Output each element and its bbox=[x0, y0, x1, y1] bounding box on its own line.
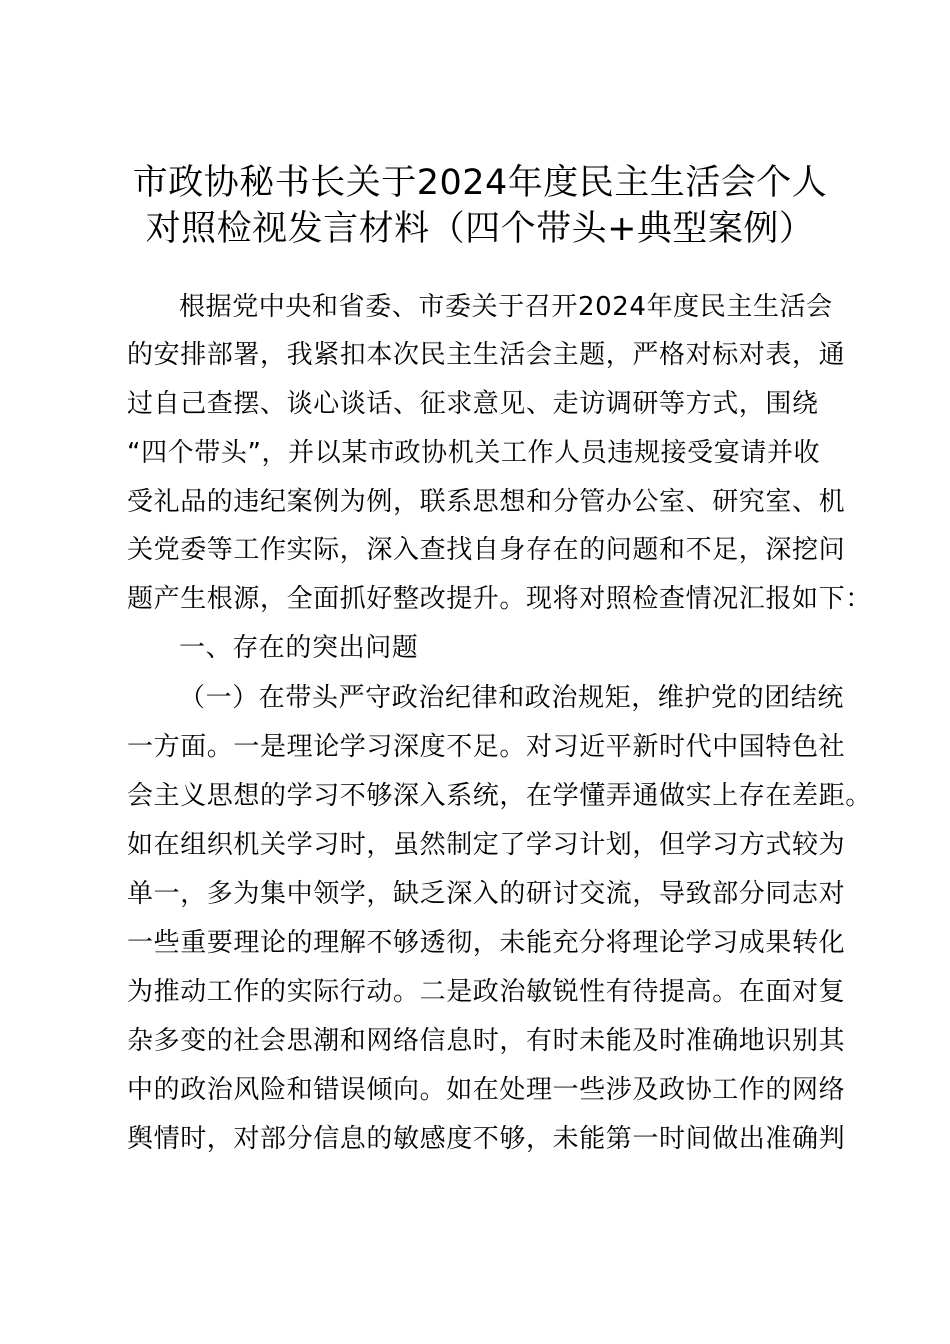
intro-line-3: 过自己查摆、谈心谈话、征求意见、走访调研等方式，围绕 bbox=[127, 389, 819, 419]
section-line-4: 如在组织机关学习时，虽然制定了学习计划，但学习方式较为 bbox=[127, 830, 846, 860]
section-line-8: 杂多变的社会思潮和网络信息时，有时未能及时准确地识别其 bbox=[127, 1026, 846, 1056]
intro-line-1: 根据党中央和省委、市委关于召开2024年度民主生活会 bbox=[179, 292, 833, 322]
section-line-1: （一）在带头严守政治纪律和政治规矩，维护党的团结统 bbox=[179, 683, 845, 713]
section-line-7: 为推动工作的实际行动。二是政治敏锐性有待提高。在面对复 bbox=[127, 977, 846, 1007]
intro-line-4: “四个带头”，并以某市政协机关工作人员违规接受宴请并收 bbox=[127, 438, 821, 468]
section-line-6: 一些重要理论的理解不够透彻，未能充分将理论学习成果转化 bbox=[127, 928, 846, 958]
intro-line-6: 关党委等工作实际，深入查找自身存在的问题和不足，深挖问 bbox=[127, 535, 846, 565]
document-title-line-1: 市政协秘书长关于2024年度民主生活会个人 bbox=[132, 163, 828, 203]
section-heading: 一、存在的突出问题 bbox=[179, 633, 419, 663]
section-line-3: 会主义思想的学习不够深入系统，在学懂弄通做实上存在差距。 bbox=[127, 781, 872, 811]
intro-line-7: 题产生根源，全面抓好整改提升。现将对照检查情况汇报如下： bbox=[127, 584, 872, 614]
section-line-2: 一方面。一是理论学习深度不足。对习近平新时代中国特色社 bbox=[127, 732, 846, 762]
section-line-10: 舆情时，对部分信息的敏感度不够，未能第一时间做出准确判 bbox=[127, 1124, 846, 1154]
intro-line-2: 的安排部署，我紧扣本次民主生活会主题，严格对标对表，通 bbox=[127, 340, 846, 370]
document-title-line-2: 对照检视发言材料（四个带头+典型案例） bbox=[145, 209, 815, 249]
intro-line-5: 受礼品的违纪案例为例，联系思想和分管办公室、研究室、机 bbox=[127, 487, 846, 517]
section-line-5: 单一，多为集中领学，缺乏深入的研讨交流，导致部分同志对 bbox=[127, 879, 846, 909]
section-line-9: 中的政治风险和错误倾向。如在处理一些涉及政协工作的网络 bbox=[127, 1075, 846, 1105]
